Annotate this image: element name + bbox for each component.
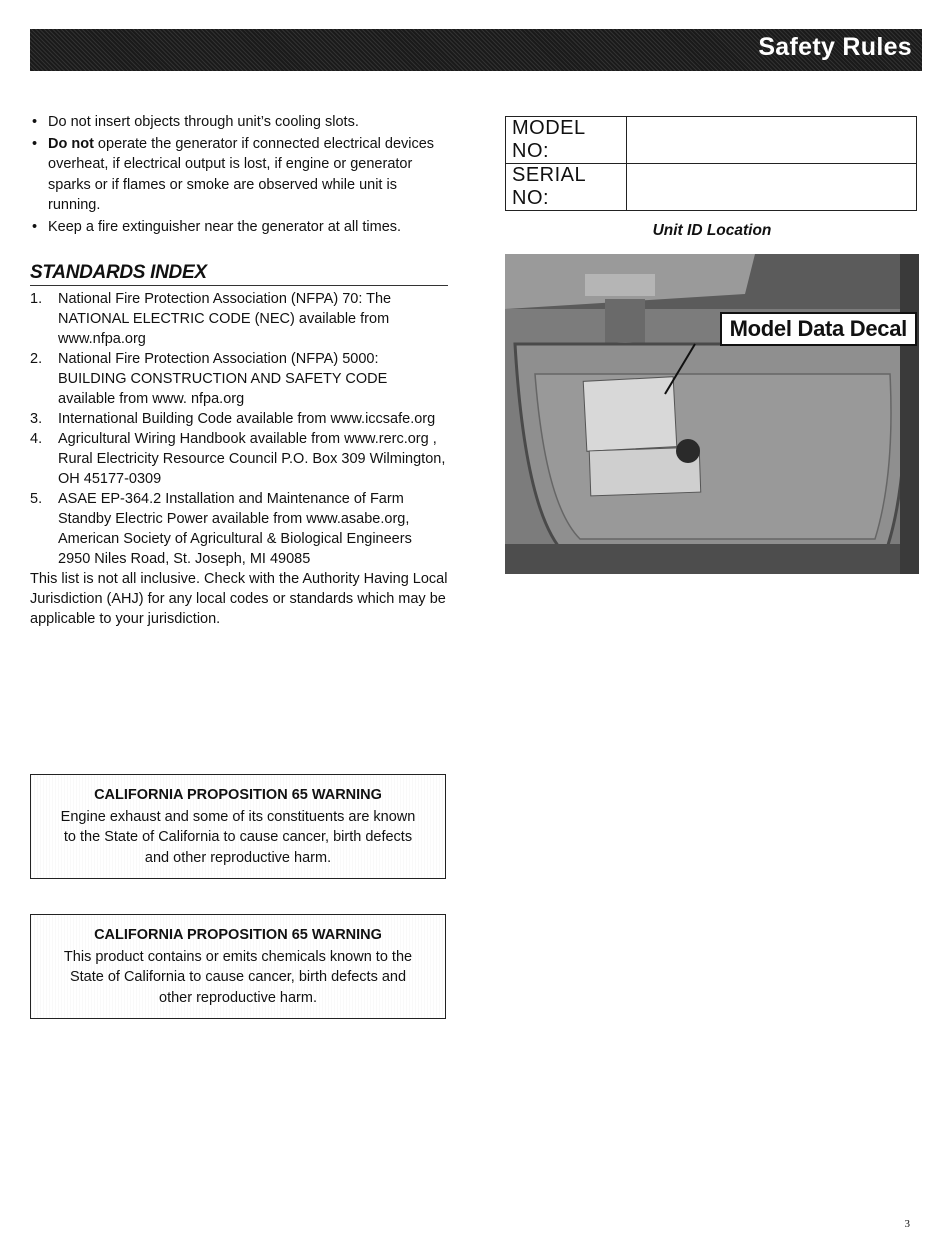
warning-line: This product contains or emits chemicals known to the (63, 948, 413, 965)
model-label: MODEL NO: (506, 117, 627, 164)
standards-item (30, 349, 448, 409)
generator-photo-illustration (505, 254, 919, 574)
warning-line: to the State of California to cause cancer, birth defects (63, 829, 413, 845)
safety-bullet-list (30, 112, 448, 237)
item-number: 1. (30, 291, 43, 307)
standards-closing-note: This list is not all inclusive. Check with the Authority Having Local Jurisdiction (AHJ) for any local codes or standards which may be applicable to your jurisdiction. (30, 571, 448, 627)
warning-title: CALIFORNIA PROPOSITION 65 WARNING (94, 787, 382, 803)
item-text: National Fire Protection Association (NFPA) 70: The NATIONAL ELECTRIC CODE (NEC) available from www.nfpa.org (58, 291, 392, 347)
prop65-warning-box (30, 914, 446, 1019)
page-title: Safety Rules (758, 33, 912, 61)
serial-label: SERIAL NO: (506, 164, 627, 211)
warning-line: Engine exhaust and some of its constituents are known (60, 808, 416, 825)
unit-id-caption: Unit ID Location (652, 222, 772, 239)
warning-line: other reproductive harm. (159, 989, 317, 1006)
standards-item (30, 289, 448, 349)
model-row (506, 117, 917, 164)
item-text: International Building Code available from www.iccsafe.org (58, 411, 436, 427)
warning-line: State of California to cause cancer, birth defects and (69, 969, 407, 985)
serial-value-field (627, 164, 917, 211)
unit-id-table (505, 116, 917, 211)
item-number: 3. (30, 411, 43, 427)
prop65-warning-box (30, 774, 446, 879)
page-number: 3 (904, 1218, 910, 1230)
item-number: 5. (30, 491, 43, 507)
model-value-field (627, 117, 917, 164)
standards-item (30, 489, 448, 569)
safety-bullet (30, 217, 448, 238)
item-number: 2. (30, 351, 43, 367)
unit-id-photo (505, 254, 919, 574)
standards-heading: STANDARDS INDEX (30, 262, 448, 286)
header-bar (30, 29, 922, 71)
standards-item (30, 409, 448, 429)
warning-title: CALIFORNIA PROPOSITION 65 WARNING (94, 927, 382, 943)
standards-list (30, 289, 448, 569)
item-text: National Fire Protection Association (NFPA) 5000: BUILDING CONSTRUCTION AND SAFETY CODE available from www. nfpa.org (58, 351, 388, 407)
item-number: 4. (30, 431, 43, 447)
serial-row (506, 164, 917, 211)
bullet-text: Keep a fire extinguisher near the generator at all times. (48, 218, 402, 235)
bullet-text: Do not insert objects through unit’s cooling slots. (48, 114, 359, 130)
warning-line: and other reproductive harm. (144, 849, 332, 866)
standards-item (30, 429, 448, 489)
bullet-text: operate the generator if connected electrical devices overheat, if electrical output is lost, if engine or generator sparks or if flames or smoke are observed while unit is running. (48, 135, 435, 213)
item-text: Agricultural Wiring Handbook available from www.rerc.org , Rural Electricity Resource Council P.O. Box 309 Wilmington, OH 45177-0309 (58, 431, 446, 487)
safety-bullet (30, 112, 448, 133)
safety-bullet (30, 134, 448, 216)
bullet-emphasis: Do not (48, 135, 94, 152)
left-column (30, 112, 448, 629)
model-data-decal-label: Model Data Decal (720, 312, 917, 346)
item-text: ASAE EP-364.2 Installation and Maintenance of Farm Standby Electric Power available from www.asabe.org, American Society of Agricultural & Biological Engineers 2950 Niles Road, St. Joseph, MI 49085 (58, 491, 412, 567)
